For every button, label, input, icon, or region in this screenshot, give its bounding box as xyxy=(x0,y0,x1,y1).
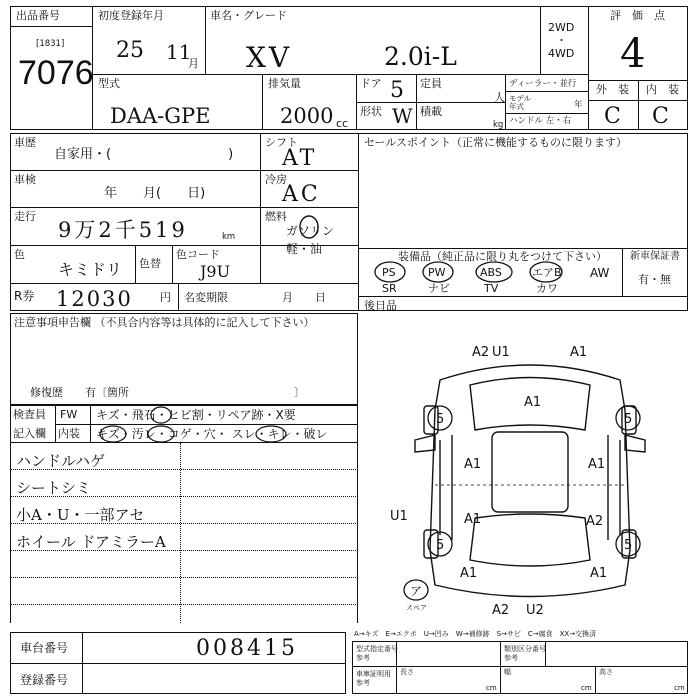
capacity-unit: 人 xyxy=(494,91,505,104)
registration-year: 25 xyxy=(116,38,144,63)
mark-rear-bumper: A2 xyxy=(492,603,510,618)
history-value: 自家用・( ) xyxy=(54,147,234,162)
first-registration-label: 初度登録年月 xyxy=(98,9,164,22)
mileage-label: 走行 xyxy=(14,210,36,223)
registration-month: 11 xyxy=(166,40,192,64)
notes-label: 注意事項申告欄 （不具合内容等は具体的に記入して下さい） xyxy=(14,316,315,329)
later-items-label: 後日品 xyxy=(364,299,397,312)
fuel-value: ガソリン 軽・油 xyxy=(286,224,335,256)
exterior-grade: C xyxy=(604,104,621,129)
fw-defects: キズ・飛石・ヒビ割・リペア跡・X要 xyxy=(96,408,296,422)
length-label: 長さ xyxy=(400,668,414,676)
mark-left-front-door: A1 xyxy=(464,457,482,472)
mark-front-right: A1 xyxy=(570,345,588,360)
remark-3: 小A・U・一部アセ xyxy=(16,506,145,524)
name-grade-label: 車名・グレード xyxy=(210,9,287,22)
interior-label: 内 装 xyxy=(646,83,679,96)
remark-1: ハンドルハゲ xyxy=(16,452,105,470)
spare-label: スペア xyxy=(406,604,427,612)
yen-unit: 円 xyxy=(160,291,171,304)
color-label: 色 xyxy=(14,248,25,261)
month-unit: 月 xyxy=(188,57,199,70)
recycle-label: R券 xyxy=(14,289,35,303)
model-year-label: モデル 年式 xyxy=(509,94,532,111)
car-damage-diagram xyxy=(380,340,680,620)
fuel-label: 燃料 xyxy=(265,210,287,223)
model-code: DAA-GPE xyxy=(110,104,211,128)
capacity-label: 定員 xyxy=(420,77,442,90)
equipment-abs: ABS xyxy=(480,266,502,279)
repair-history-label: 修復歴 有〔箇所 〕 xyxy=(30,386,305,399)
mark-left-rear-door: A1 xyxy=(464,512,482,527)
equipment-circles xyxy=(370,260,590,288)
shift-value: AT xyxy=(282,146,318,171)
interior-check-label: 内装 xyxy=(58,427,80,440)
drive-separator: ・ xyxy=(556,34,567,47)
inspection-label: 車検 xyxy=(14,173,36,186)
equipment-ps: PS xyxy=(382,266,396,279)
lot-number: 7076 xyxy=(18,54,94,92)
color-change-label: 色替 xyxy=(139,257,161,270)
garage-cert-label: 車庫証明用 参考 xyxy=(356,670,391,687)
interior-grade: C xyxy=(652,104,669,129)
car-name: XV xyxy=(246,41,293,74)
year-unit: 年 xyxy=(574,100,583,110)
drive-4wd: 4WD xyxy=(548,47,575,60)
title-change-label: 名変期限 xyxy=(184,291,228,304)
inspector-label-2: 記入欄 xyxy=(13,427,46,440)
sales-point-label: セールスポイント（正常に機能するものに限ります） xyxy=(364,136,628,149)
displacement-value: 2000 xyxy=(280,104,334,128)
chassis-number: 008415 xyxy=(196,636,298,661)
displacement-label: 排気量 xyxy=(268,77,301,90)
fuel-circle xyxy=(298,214,320,240)
model-cert-label: 型式指定番号 参考 xyxy=(356,645,398,662)
history-label: 車歴 xyxy=(14,136,36,149)
inspector-circles xyxy=(95,404,355,444)
pw-circle xyxy=(423,262,453,282)
width-unit: cm xyxy=(581,684,592,692)
mark-left-sill: U1 xyxy=(390,509,408,524)
lot-label: 出品番号 xyxy=(16,9,60,22)
equipment-navi: ナビ xyxy=(428,282,450,295)
fw-label: FW xyxy=(60,408,78,421)
model-label: 型式 xyxy=(98,77,120,90)
ps-circle xyxy=(375,262,405,282)
warranty-label: 新車保証書 xyxy=(630,251,680,262)
score-label: 評 価 点 xyxy=(610,9,665,22)
recycle-value: 12030 xyxy=(56,287,133,311)
class-number-label: 類別区分番号 参考 xyxy=(504,645,546,662)
equipment-label: 装備品（純正品に限り丸をつけて下さい） xyxy=(398,250,607,263)
exterior-label: 外 装 xyxy=(596,83,629,96)
airbag-circle xyxy=(530,262,562,282)
equipment-leather: カワ xyxy=(536,282,558,295)
equipment-sr: SR xyxy=(382,282,397,295)
doors-label: ドア xyxy=(360,77,382,90)
color-code-label: 色コード xyxy=(176,248,220,261)
cc-unit: cc xyxy=(336,117,349,130)
load-unit: kg xyxy=(493,120,504,130)
remark-4: ホイール ドアミラーA xyxy=(16,533,166,551)
remark-2: シートシミ xyxy=(16,479,92,497)
mark-front-left: A2 xyxy=(472,345,490,360)
registration-number-label: 登録番号 xyxy=(20,673,69,687)
car-grade: 2.0i-L xyxy=(384,42,457,71)
shape-label: 形状 xyxy=(360,105,382,118)
spare-mark: ア xyxy=(410,584,423,598)
title-change-value: 月 日 xyxy=(282,291,326,304)
mark-right-front-door: A1 xyxy=(588,457,606,472)
km-unit: km xyxy=(222,232,236,242)
mark-wheel-fl: 5 xyxy=(436,412,445,427)
color-code: J9U xyxy=(200,262,231,281)
handle-label: ハンドル 左・右 xyxy=(509,116,572,126)
color-value: キミドリ xyxy=(58,260,123,279)
mark-front-left-dent: U1 xyxy=(492,345,510,360)
mark-hood: A1 xyxy=(524,395,542,410)
drive-2wd: 2WD xyxy=(548,21,575,34)
damage-legend: A→キズ E→エクボ U→凹み W→補修跡 S→サビ C→腐食 XX→交換済 xyxy=(354,630,597,638)
length-unit: cm xyxy=(486,684,497,692)
mark-right-rear-door: A2 xyxy=(586,514,604,529)
mark-rear-right: A1 xyxy=(590,566,608,581)
ac-value: AC xyxy=(282,182,321,207)
mileage-value: 9万2千519 xyxy=(58,218,188,242)
mark-wheel-rl: 5 xyxy=(436,538,445,553)
equipment-tv: TV xyxy=(484,282,499,295)
equipment-airbag: エアB xyxy=(532,266,562,279)
equipment-aw: AW xyxy=(590,266,610,280)
abs-circle xyxy=(476,262,512,282)
width-label: 幅 xyxy=(504,668,511,676)
shift-label: シフト xyxy=(265,136,298,149)
inspector-label-1: 検査員 xyxy=(13,408,46,421)
chassis-label: 車台番号 xyxy=(20,641,69,655)
warranty-value: 有・無 xyxy=(638,273,671,286)
doors-value: 5 xyxy=(390,78,404,103)
ac-label: 冷房 xyxy=(265,173,287,186)
dealer-label: ディーラー・並行 xyxy=(509,79,577,89)
mark-rear-left: A1 xyxy=(460,566,478,581)
load-label: 積載 xyxy=(420,105,442,118)
auction-number: [1831] xyxy=(36,39,65,49)
inspection-value: 年 月( 日) xyxy=(104,186,206,201)
interior-defects: キズ・汚レ・コゲ・穴・ スレ・キレ・破レ xyxy=(96,427,328,441)
shape-value: W xyxy=(392,104,413,128)
inspection-score: 4 xyxy=(620,31,646,77)
mark-rear-bumper-dent: U2 xyxy=(526,603,544,618)
height-unit: cm xyxy=(674,684,685,692)
mark-wheel-rr: 5 xyxy=(624,538,633,553)
mark-wheel-fr: 5 xyxy=(624,412,633,427)
equipment-pw: PW xyxy=(428,266,446,279)
height-label: 高さ xyxy=(599,668,613,676)
